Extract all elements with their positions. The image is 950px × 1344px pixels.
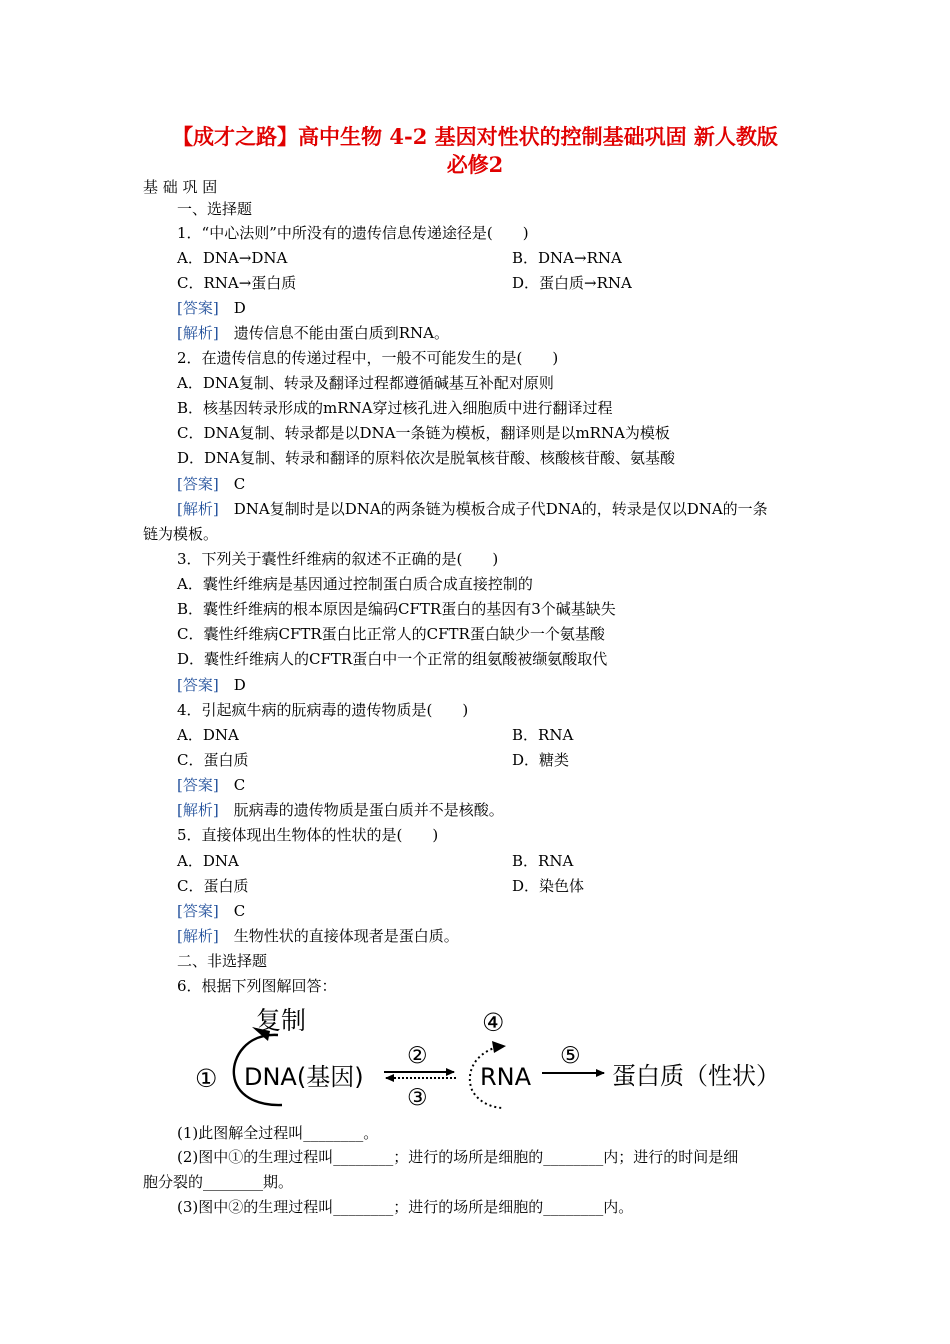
central-dogma-diagram bbox=[192, 1005, 802, 1115]
q1-option-d: D．蛋白质→RNA bbox=[512, 274, 632, 292]
q1-option-a: A．DNA→DNA bbox=[177, 249, 288, 267]
analysis-label: [解析] bbox=[177, 500, 219, 518]
q2-analysis-line1: DNA复制时是以DNA的两条链为模板合成子代DNA的，转录是仅以DNA的一条 bbox=[233, 500, 768, 518]
q5-analysis-row bbox=[177, 926, 459, 946]
part2-heading: 二、非选择题 bbox=[177, 952, 268, 970]
q1-analysis: 遗传信息不能由蛋白质到RNA。 bbox=[233, 324, 449, 342]
q5-option-c: C．蛋白质 bbox=[177, 877, 249, 895]
analysis-label: [解析] bbox=[177, 927, 219, 945]
analysis-label: [解析] bbox=[177, 324, 219, 342]
q5-analysis: 生物性状的直接体现者是蛋白质。 bbox=[233, 927, 459, 945]
q4-analysis-row bbox=[177, 800, 504, 820]
q3-option-b: B．囊性纤维病的根本原因是编码CFTR蛋白的基因有3个碱基缺失 bbox=[177, 600, 616, 618]
protein-trait-label: 蛋白质（性状） bbox=[612, 1062, 780, 1090]
q3-option-d: D．囊性纤维病人的CFTR蛋白中一个正常的组氨酸被缬氨酸取代 bbox=[177, 650, 608, 668]
q5-option-b: B．RNA bbox=[512, 852, 574, 870]
q1-stem: 1．“中心法则”中所没有的遗传信息传递途径是( ) bbox=[177, 224, 529, 242]
copy-label: 复制 bbox=[256, 1006, 307, 1035]
q3-answer-row bbox=[177, 675, 246, 695]
q3-answer: D bbox=[233, 676, 246, 694]
q2-option-d: D．DNA复制、转录和翻译的原料依次是脱氧核苷酸、核酸核苷酸、氨基酸 bbox=[177, 449, 676, 467]
circle-1-label: ① bbox=[195, 1064, 218, 1093]
answer-label: [答案] bbox=[177, 475, 219, 493]
part1-heading: 一、选择题 bbox=[177, 200, 253, 218]
q6-sub2-line2: 胞分裂的________期。 bbox=[143, 1173, 294, 1191]
q6-sub2-line1: (2)图中①的生理过程叫________；进行的场所是细胞的________内；进行的时间是细 bbox=[177, 1148, 739, 1166]
q4-analysis: 朊病毒的遗传物质是蛋白质并不是核酸。 bbox=[233, 801, 504, 819]
q6-sub3: (3)图中②的生理过程叫________；进行的场所是细胞的________内。 bbox=[177, 1198, 634, 1216]
dna-gene-label: DNA(基因) bbox=[244, 1063, 364, 1091]
q4-answer: C bbox=[233, 776, 246, 794]
rna-replication-arrowhead bbox=[492, 1041, 506, 1053]
q2-option-c: C．DNA复制、转录都是以DNA一条链为模板，翻译则是以mRNA为模板 bbox=[177, 424, 670, 442]
q2-analysis-row bbox=[177, 499, 768, 519]
circle-5-label: ⑤ bbox=[560, 1043, 581, 1069]
q2-option-b: B．核基因转录形成的mRNA穿过核孔进入细胞质中进行翻译过程 bbox=[177, 399, 613, 417]
circle-4-label: ④ bbox=[482, 1008, 505, 1037]
q5-answer-row bbox=[177, 901, 245, 921]
q2-stem: 2．在遗传信息的传递过程中，一般不可能发生的是( ) bbox=[177, 349, 559, 367]
q3-stem: 3．下列关于囊性纤维病的叙述不正确的是( ) bbox=[177, 550, 499, 568]
q2-answer-row bbox=[177, 474, 245, 494]
q1-answer-row bbox=[177, 298, 246, 318]
q5-answer: C bbox=[233, 902, 246, 920]
q6-stem: 6．根据下列图解回答： bbox=[177, 977, 337, 995]
q4-option-c: C．蛋白质 bbox=[177, 751, 249, 769]
answer-label: [答案] bbox=[177, 902, 219, 920]
q5-option-a: A．DNA bbox=[177, 852, 239, 870]
q2-answer: C bbox=[233, 475, 246, 493]
q3-option-c: C．囊性纤维病CFTR蛋白比正常人的CFTR蛋白缺少一个氨基酸 bbox=[177, 625, 605, 643]
q1-answer: D bbox=[233, 299, 246, 317]
answer-label: [答案] bbox=[177, 776, 219, 794]
q1-analysis-row bbox=[177, 323, 449, 343]
rna-label: RNA bbox=[480, 1063, 532, 1091]
q5-option-d: D．染色体 bbox=[512, 877, 585, 895]
q6-sub1: (1)此图解全过程叫________。 bbox=[177, 1124, 379, 1142]
doc-title-line2: 必修2 bbox=[446, 152, 504, 177]
q1-option-c: C．RNA→蛋白质 bbox=[177, 274, 297, 292]
q5-stem: 5．直接体现出生物体的性状的是( ) bbox=[177, 826, 439, 844]
answer-label: [答案] bbox=[177, 299, 219, 317]
q2-analysis-line2: 链为模板。 bbox=[143, 525, 219, 543]
q4-option-b: B．RNA bbox=[512, 726, 574, 744]
circle-3-label: ③ bbox=[407, 1085, 428, 1111]
circle-2-label: ② bbox=[407, 1043, 428, 1069]
q4-stem: 4．引起疯牛病的朊病毒的遗传物质是( ) bbox=[177, 701, 469, 719]
q1-option-b: B．DNA→RNA bbox=[512, 249, 622, 267]
q4-option-d: D．糖类 bbox=[512, 751, 570, 769]
section-heading: 基 础 巩 固 bbox=[143, 178, 218, 196]
q2-option-a: A．DNA复制、转录及翻译过程都遵循碱基互补配对原则 bbox=[177, 374, 554, 392]
q4-answer-row bbox=[177, 775, 245, 795]
doc-title-line1: 【成才之路】高中生物 4-2 基因对性状的控制基础巩固 新人教版 bbox=[172, 124, 778, 149]
q3-option-a: A．囊性纤维病是基因通过控制蛋白质合成直接控制的 bbox=[177, 575, 533, 593]
analysis-label: [解析] bbox=[177, 801, 219, 819]
q4-option-a: A．DNA bbox=[177, 726, 239, 744]
answer-label: [答案] bbox=[177, 676, 219, 694]
